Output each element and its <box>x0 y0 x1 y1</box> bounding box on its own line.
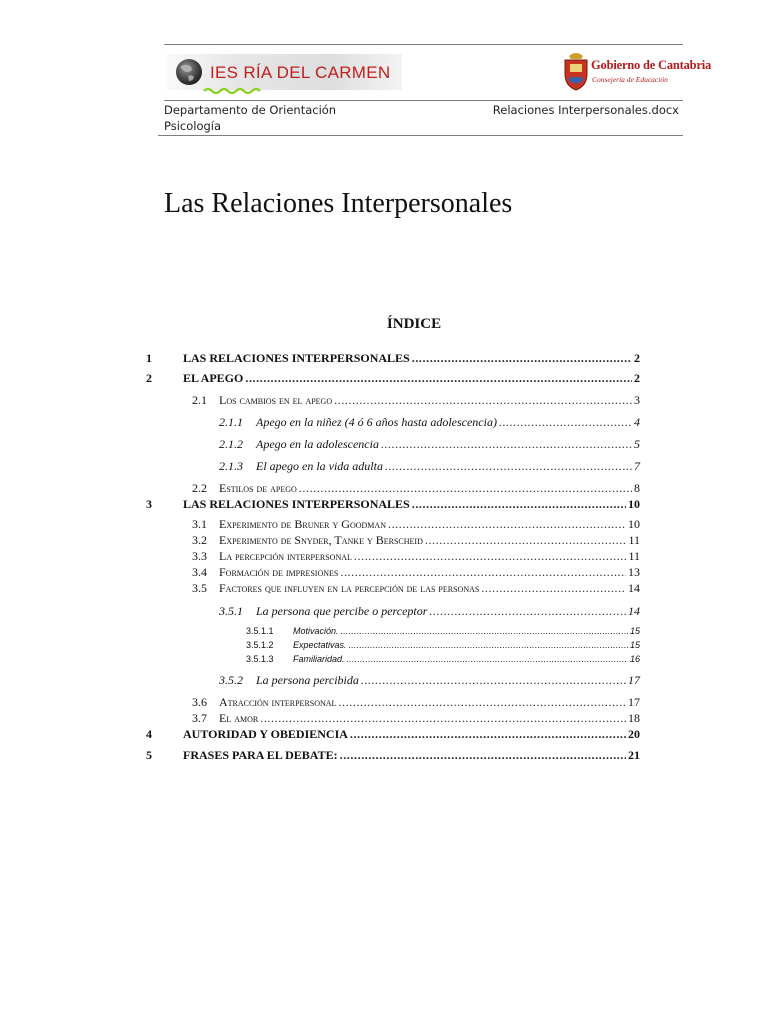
toc-entry-number: 2.2 <box>192 481 207 495</box>
toc-leader-dots <box>481 581 626 596</box>
school-logo <box>166 54 402 92</box>
toc-entry-number: 3.5.1 <box>219 604 243 618</box>
department-label: Departamento de Orientación <box>164 103 337 117</box>
toc-entry-page: 10 <box>628 497 640 511</box>
toc-entry-line <box>256 415 640 430</box>
toc-entry[interactable] <box>0 727 768 743</box>
toc-leader-dots <box>245 371 632 386</box>
toc-entry[interactable] <box>0 581 768 597</box>
toc-heading: ÍNDICE <box>386 316 442 332</box>
toc-entry-number: 3.5.2 <box>219 673 243 687</box>
toc-entry-line <box>183 727 640 742</box>
toc-entry-page: 21 <box>628 748 640 762</box>
toc-entry-page: 18 <box>628 711 640 725</box>
toc-entry-title: Apego en la niñez (4 ó 6 años hasta adolescencia) <box>256 415 497 429</box>
toc-entry-page: 15 <box>629 640 640 650</box>
toc-entry-line <box>256 673 640 688</box>
toc-entry-line <box>219 711 640 726</box>
toc-entry-title: Familiaridad. <box>293 654 345 664</box>
toc-entry-line <box>219 695 640 710</box>
toc-entry-number: 3.1 <box>192 517 207 531</box>
toc-entry-line <box>219 517 640 532</box>
filename-label: Relaciones Interpersonales.docx <box>492 103 679 117</box>
toc-leader-dots <box>425 533 627 548</box>
toc-entry-line <box>219 393 640 408</box>
gov-logo <box>561 50 712 94</box>
toc-entry-number: 2 <box>146 371 152 385</box>
toc-entry-number: 2.1.3 <box>219 459 243 473</box>
toc-entry-number: 3.6 <box>192 695 207 709</box>
toc-entry-page: 4 <box>634 415 640 429</box>
toc-entry-page: 15 <box>629 626 640 636</box>
toc-entry-title: Formación de impresiones <box>219 565 339 579</box>
toc-entry-title: Experimento de Snyder, Tanke y Berscheid <box>219 533 423 547</box>
toc-leader-dots <box>388 517 626 532</box>
toc-entry-title: LAS RELACIONES INTERPERSONALES <box>183 351 410 365</box>
toc-entry-page: 14 <box>628 604 640 618</box>
toc-entry[interactable] <box>0 437 768 453</box>
toc-leader-dots <box>349 640 628 650</box>
toc-leader-dots <box>340 748 626 763</box>
toc-entry-title: LAS RELACIONES INTERPERSONALES <box>183 497 410 511</box>
toc-entry-title: Motivación. <box>293 626 339 636</box>
toc-entry-page: 16 <box>629 654 640 664</box>
toc-entry-page: 10 <box>628 517 640 531</box>
toc-entry-title: Los cambios en el apego <box>219 393 333 407</box>
toc-entry-line <box>219 581 640 596</box>
header-top-rule <box>164 44 683 45</box>
toc-entry-title: AUTORIDAD Y OBEDIENCIA <box>183 727 348 741</box>
toc-entry-number: 3.3 <box>192 549 207 563</box>
toc-entry-title: FRASES PARA EL DEBATE: <box>183 748 338 762</box>
toc-entry-number: 4 <box>146 727 152 741</box>
toc-leader-dots <box>340 565 626 580</box>
toc-entry-number: 2.1 <box>192 393 207 407</box>
toc-entry-line <box>256 459 640 474</box>
toc-entry-title: Estilos de apego <box>219 481 297 495</box>
toc-entry-title: Factores que influyen en la percepción de las personas <box>219 581 480 595</box>
toc-entry-title: EL APEGO <box>183 371 244 385</box>
toc-entry[interactable] <box>0 695 768 711</box>
toc-entry-page: 20 <box>628 727 640 741</box>
toc-entry[interactable] <box>0 393 768 409</box>
toc-entry-line <box>293 654 640 664</box>
toc-entry-line <box>183 497 640 512</box>
toc-entry-page: 2 <box>634 351 640 365</box>
toc-entry-title: La persona que percibe o perceptor <box>256 604 428 618</box>
toc-entry-page: 11 <box>628 533 640 547</box>
toc-leader-dots <box>412 351 632 366</box>
toc-entry-title: La persona percibida <box>256 673 359 687</box>
toc-entry-page: 3 <box>634 393 640 407</box>
toc-entry-page: 8 <box>634 481 640 495</box>
gov-logo-subtitle: Consejería de Educación <box>592 75 668 84</box>
toc-entry-title: Atracción interpersonal <box>219 695 337 709</box>
toc-entry[interactable] <box>0 654 768 666</box>
toc-entry-line <box>183 748 640 763</box>
toc-entry-line <box>293 640 640 650</box>
toc-leader-dots <box>350 727 626 742</box>
toc-entry[interactable] <box>0 748 768 764</box>
toc-entry-number: 2.1.2 <box>219 437 243 451</box>
toc-leader-dots <box>499 415 632 430</box>
toc-entry-page: 2 <box>634 371 640 385</box>
toc-entry[interactable] <box>0 604 768 620</box>
toc-leader-dots <box>381 437 632 452</box>
toc-entry-number: 3.2 <box>192 533 207 547</box>
toc-entry[interactable] <box>0 549 768 565</box>
toc-leader-dots <box>334 393 632 408</box>
toc-entry-title: La percepción interpersonal <box>219 549 352 563</box>
toc-entry-page: 7 <box>634 459 640 473</box>
toc-entry-title: Apego en la adolescencia <box>256 437 379 451</box>
toc-entry[interactable] <box>0 533 768 549</box>
toc-entry-number: 3.5.1.2 <box>246 640 274 650</box>
toc-entry-title: Experimento de Bruner y Goodman <box>219 517 386 531</box>
toc-entry[interactable] <box>0 626 768 638</box>
toc-entry-line <box>183 351 640 366</box>
toc-leader-dots <box>412 497 626 512</box>
toc-entry-line <box>219 533 640 548</box>
subject-label: Psicología <box>164 119 222 133</box>
toc-leader-dots <box>354 549 627 564</box>
toc-entry-number: 5 <box>146 748 152 762</box>
toc-entry-page: 17 <box>628 673 640 687</box>
document-title: Las Relaciones Interpersonales <box>164 188 513 219</box>
toc-entry-number: 3.5.1.1 <box>246 626 274 636</box>
toc-entry[interactable] <box>0 481 768 497</box>
toc-entry-page: 17 <box>628 695 640 709</box>
toc-leader-dots <box>260 711 626 726</box>
toc-entry-number: 3.4 <box>192 565 207 579</box>
header-middle-rule <box>164 100 683 101</box>
toc-entry-line <box>219 549 640 564</box>
toc-entry[interactable] <box>0 371 768 387</box>
toc-entry-number: 3 <box>146 497 152 511</box>
gov-logo-name: Gobierno de Cantabria <box>591 58 712 72</box>
toc-entry-page: 13 <box>628 565 640 579</box>
toc-entry[interactable] <box>0 415 768 431</box>
toc-leader-dots <box>338 695 626 710</box>
toc-entry-page: 5 <box>634 437 640 451</box>
toc-entry[interactable] <box>0 565 768 581</box>
toc-entry-line <box>256 604 640 619</box>
toc-entry-page: 11 <box>628 549 640 563</box>
toc-entry-line <box>219 565 640 580</box>
toc-entry-title: El apego en la vida adulta <box>256 459 383 473</box>
toc-entry-title: El amor <box>219 711 259 725</box>
coat-of-arms-icon <box>561 50 591 94</box>
toc-leader-dots <box>347 654 628 664</box>
school-logo-text: IES RÍA DEL CARMEN <box>210 63 391 82</box>
toc-entry[interactable] <box>0 517 768 533</box>
toc-entry[interactable] <box>0 459 768 475</box>
toc-leader-dots <box>299 481 632 496</box>
toc-leader-dots <box>361 673 626 688</box>
toc-entry-title: Expectativas. <box>293 640 347 650</box>
toc-entry-page: 14 <box>628 581 640 595</box>
toc-entry[interactable] <box>0 497 768 513</box>
toc-leader-dots <box>385 459 632 474</box>
toc-entry-line <box>293 626 640 636</box>
toc-entry-line <box>256 437 640 452</box>
toc-entry[interactable] <box>0 673 768 689</box>
toc-entry-number: 2.1.1 <box>219 415 243 429</box>
toc-entry-number: 3.5.1.3 <box>246 654 274 664</box>
header-bottom-rule <box>158 135 683 136</box>
toc-entry[interactable] <box>0 711 768 727</box>
toc-entry-line <box>183 371 640 386</box>
toc-leader-dots <box>429 604 626 619</box>
toc-entry[interactable] <box>0 640 768 652</box>
toc-entry-number: 3.5 <box>192 581 207 595</box>
toc-entry-line <box>219 481 640 496</box>
toc-entry-number: 3.7 <box>192 711 207 725</box>
toc-entry[interactable] <box>0 351 768 367</box>
toc-entry-number: 1 <box>146 351 152 365</box>
toc-leader-dots <box>341 626 628 636</box>
